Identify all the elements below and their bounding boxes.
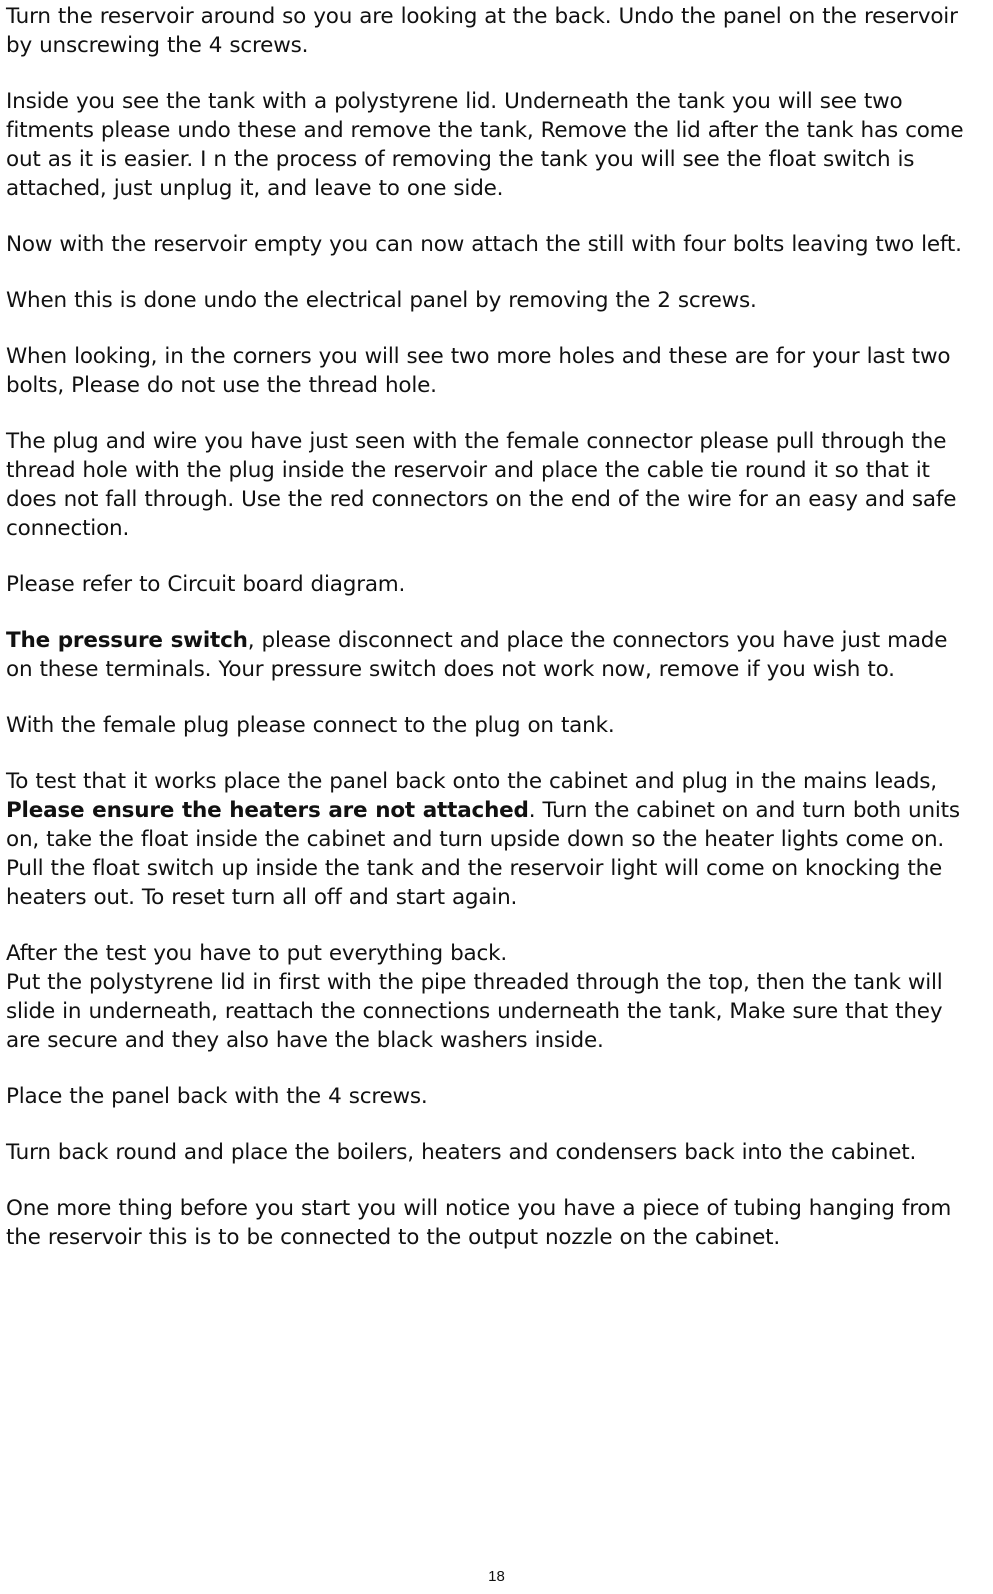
paragraph-last-bolts: When looking, in the corners you will see two more holes and these are for your last two bolts, Please do not use the thread hole.: [6, 344, 951, 398]
document-body: [6, 2, 978, 1279]
paragraph-remove-tank: Inside you see the tank with a polystyrene lid. Underneath the tank you will see two fitments please undo these and remove the tank, Remove the lid after the tank has come out as it is easier. I n the process of removing the tank you will see the float switch is attached, just unplug it, and leave to one side.: [6, 89, 964, 201]
paragraph-pressure-switch: [6, 626, 978, 684]
pressure-switch-heading: The pressure switch: [6, 628, 248, 653]
paragraph-tubing: One more thing before you start you will notice you have a piece of tubing hanging from the reservoir this is to be connected to the output nozzle on the cabinet.: [6, 1196, 952, 1250]
paragraph-attach-still: Now with the reservoir empty you can now attach the still with four bolts leaving two left.: [6, 232, 962, 257]
test-text-before: To test that it works place the panel back onto the cabinet and plug in the mains leads,: [6, 769, 937, 794]
paragraph-circuit-diagram-ref: Please refer to Circuit board diagram.: [6, 572, 406, 597]
page-number: 18: [488, 1568, 505, 1585]
paragraph-female-plug: With the female plug please connect to the plug on tank.: [6, 713, 615, 738]
paragraph-test-procedure: [6, 767, 978, 912]
paragraph-plug-and-wire: The plug and wire you have just seen with the female connector please pull through the thread hole with the plug inside the reservoir and place the cable tie round it so that it does not fall through. Use the red connectors on the end of the wire for an easy and safe connection.: [6, 429, 957, 541]
paragraph-turn-back: Turn back round and place the boilers, heaters and condensers back into the cabinet.: [6, 1140, 917, 1165]
pressure-switch-text: , please disconnect and place the connectors you have just made on these terminals. Your pressure switch does not work now, remove if you wish to.: [6, 628, 948, 682]
heaters-warning: Please ensure the heaters are not attached: [6, 798, 529, 823]
paragraph-panel-back: Place the panel back with the 4 screws.: [6, 1084, 428, 1109]
paragraph-reassemble: Put the polystyrene lid in first with the pipe threaded through the top, then the tank will slide in underneath, reattach the connections underneath the tank, Make sure that they are secure and they also have the black washers inside.: [6, 970, 943, 1053]
paragraph-turn-reservoir: Turn the reservoir around so you are looking at the back. Undo the panel on the reservoir by unscrewing the 4 screws.: [6, 4, 958, 58]
paragraph-electrical-panel: When this is done undo the electrical panel by removing the 2 screws.: [6, 288, 757, 313]
paragraph-after-test: After the test you have to put everything back.: [6, 941, 507, 966]
test-text-after: . Turn the cabinet on and turn both units on, take the float inside the cabinet and turn upside down so the heater lights come on. Pull the float switch up inside the tank and the reservoir light will come on knocking the heaters out. To reset turn all off and start again.: [6, 798, 960, 910]
